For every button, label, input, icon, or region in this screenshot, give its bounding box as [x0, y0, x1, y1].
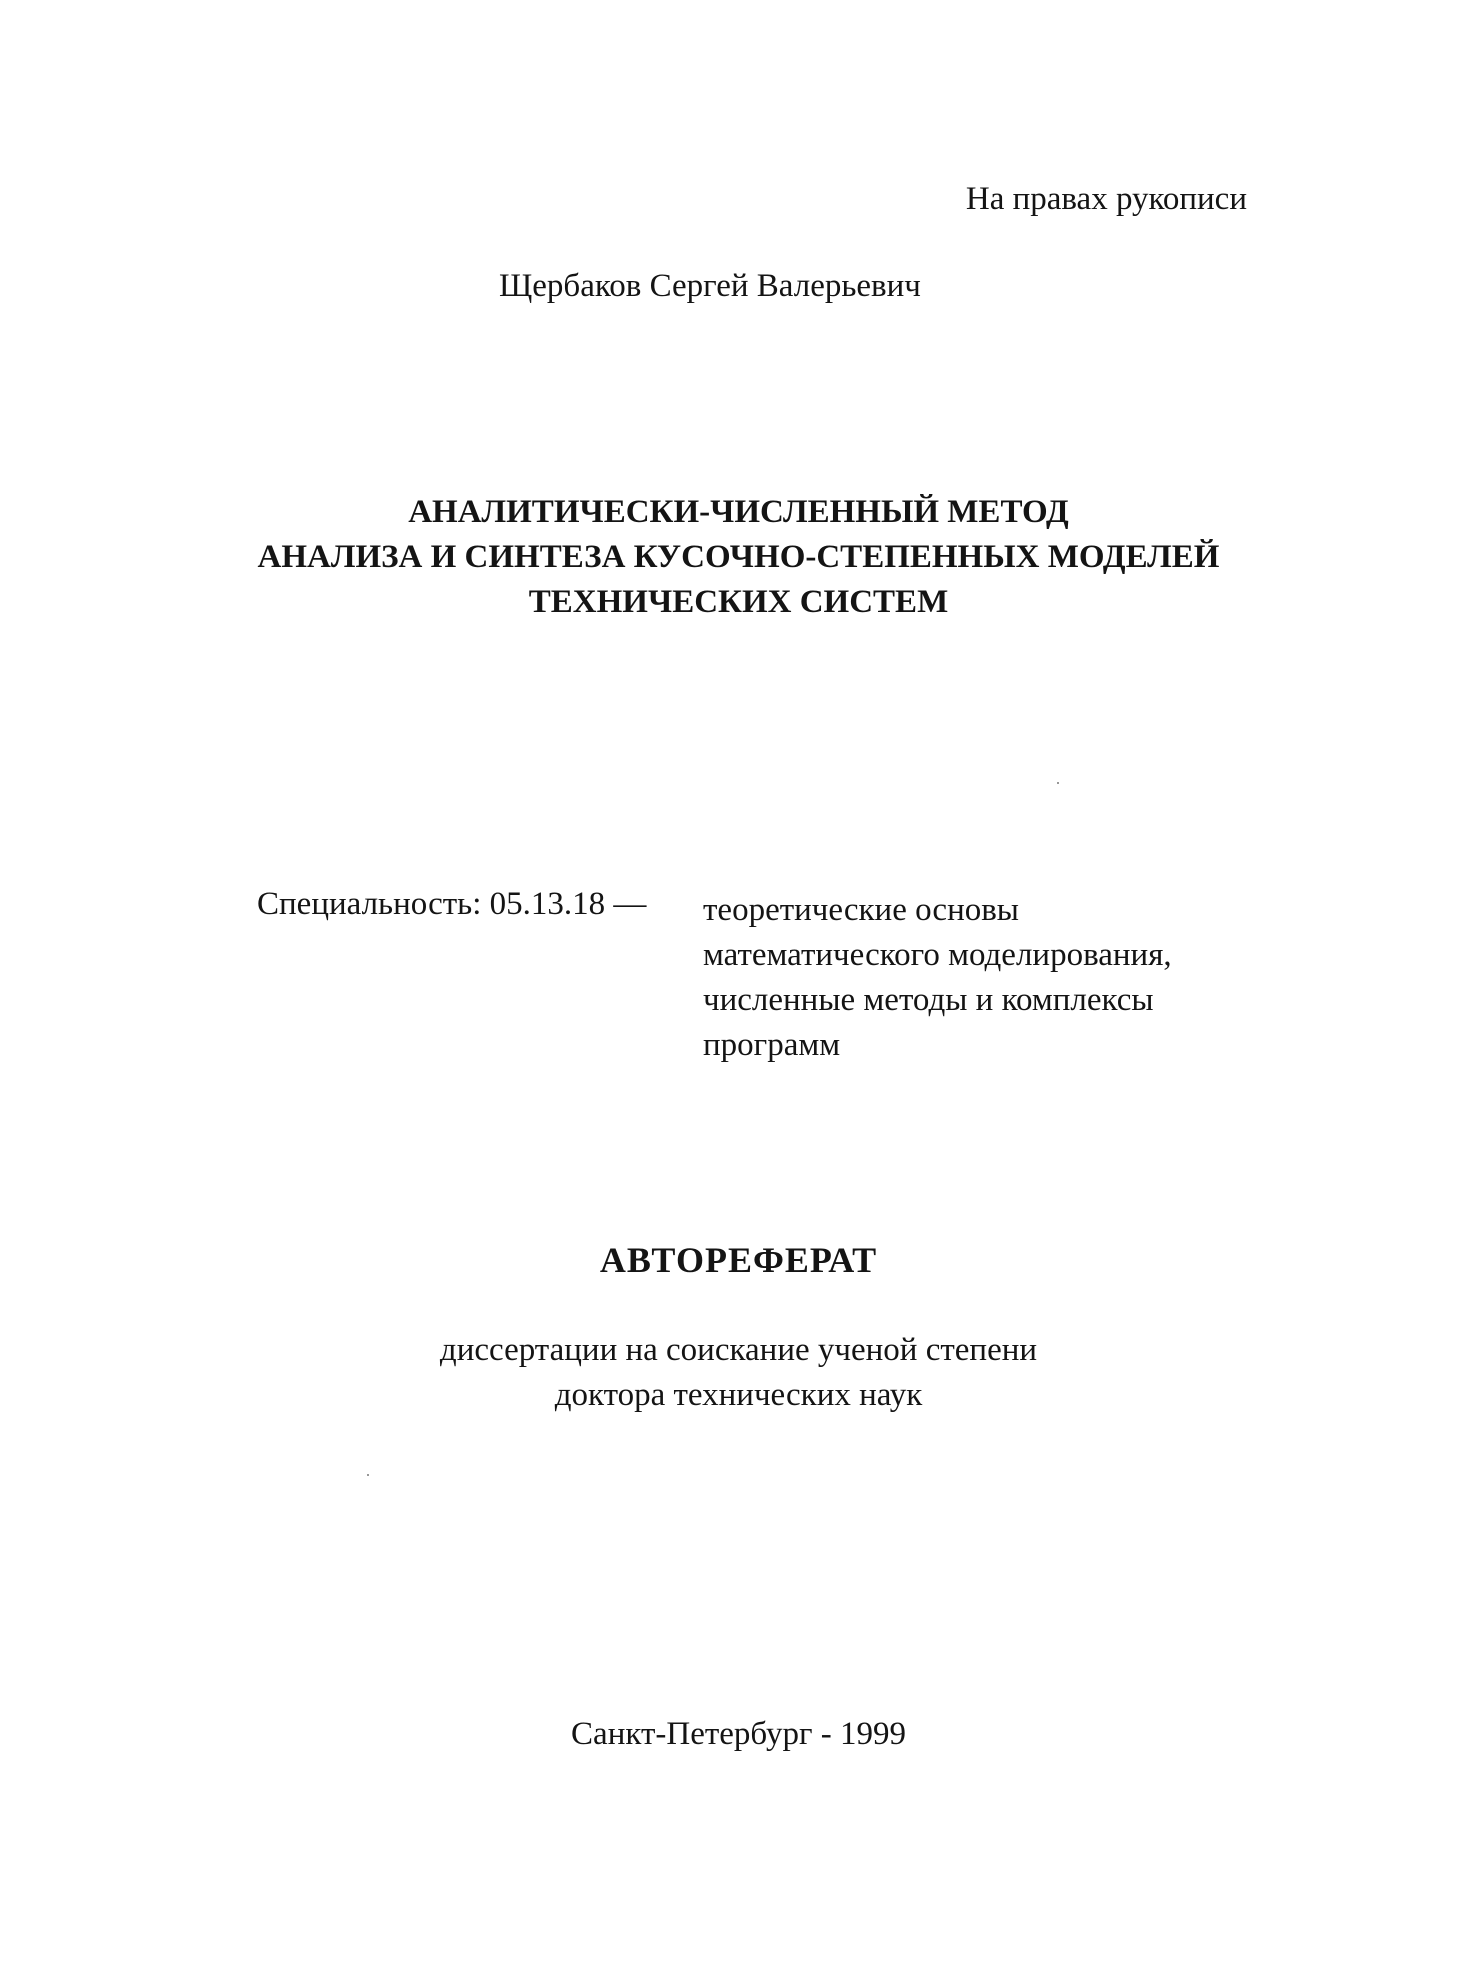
- title-line: АНАЛИЗА И СИНТЕЗА КУСОЧНО-СТЕПЕННЫХ МОДЕЛЕЙ: [257, 539, 1220, 575]
- specialty-label: Специальность: 05.13.18 —: [257, 886, 647, 922]
- title-line: ТЕХНИЧЕСКИХ СИСТЕМ: [528, 584, 949, 620]
- specialty-description-line: теоретические основы: [703, 892, 1019, 928]
- scan-speck: [367, 1474, 369, 1476]
- specialty-description-line: численные методы и комплексы: [703, 982, 1154, 1018]
- title-line: АНАЛИТИЧЕСКИ-ЧИСЛЕННЫЙ МЕТОД: [408, 494, 1069, 530]
- scan-speck: [1057, 782, 1059, 784]
- dissertation-title: [0, 490, 1477, 625]
- document-type: АВТОРЕФЕРАТ: [599, 1240, 878, 1280]
- specialty-description-line: программ: [703, 1027, 841, 1063]
- author-name: Щербаков Сергей Валерьевич: [499, 268, 921, 304]
- specialty-description: [703, 888, 1172, 1068]
- specialty-description-line: математического моделирования,: [703, 937, 1172, 973]
- purpose-line: диссертации на соискание ученой степени: [439, 1332, 1038, 1368]
- rights-notice: На правах рукописи: [965, 181, 1247, 217]
- purpose-line: доктора технических наук: [554, 1377, 923, 1413]
- place-and-year: Санкт-Петербург - 1999: [571, 1716, 906, 1752]
- document-purpose: [0, 1328, 1477, 1418]
